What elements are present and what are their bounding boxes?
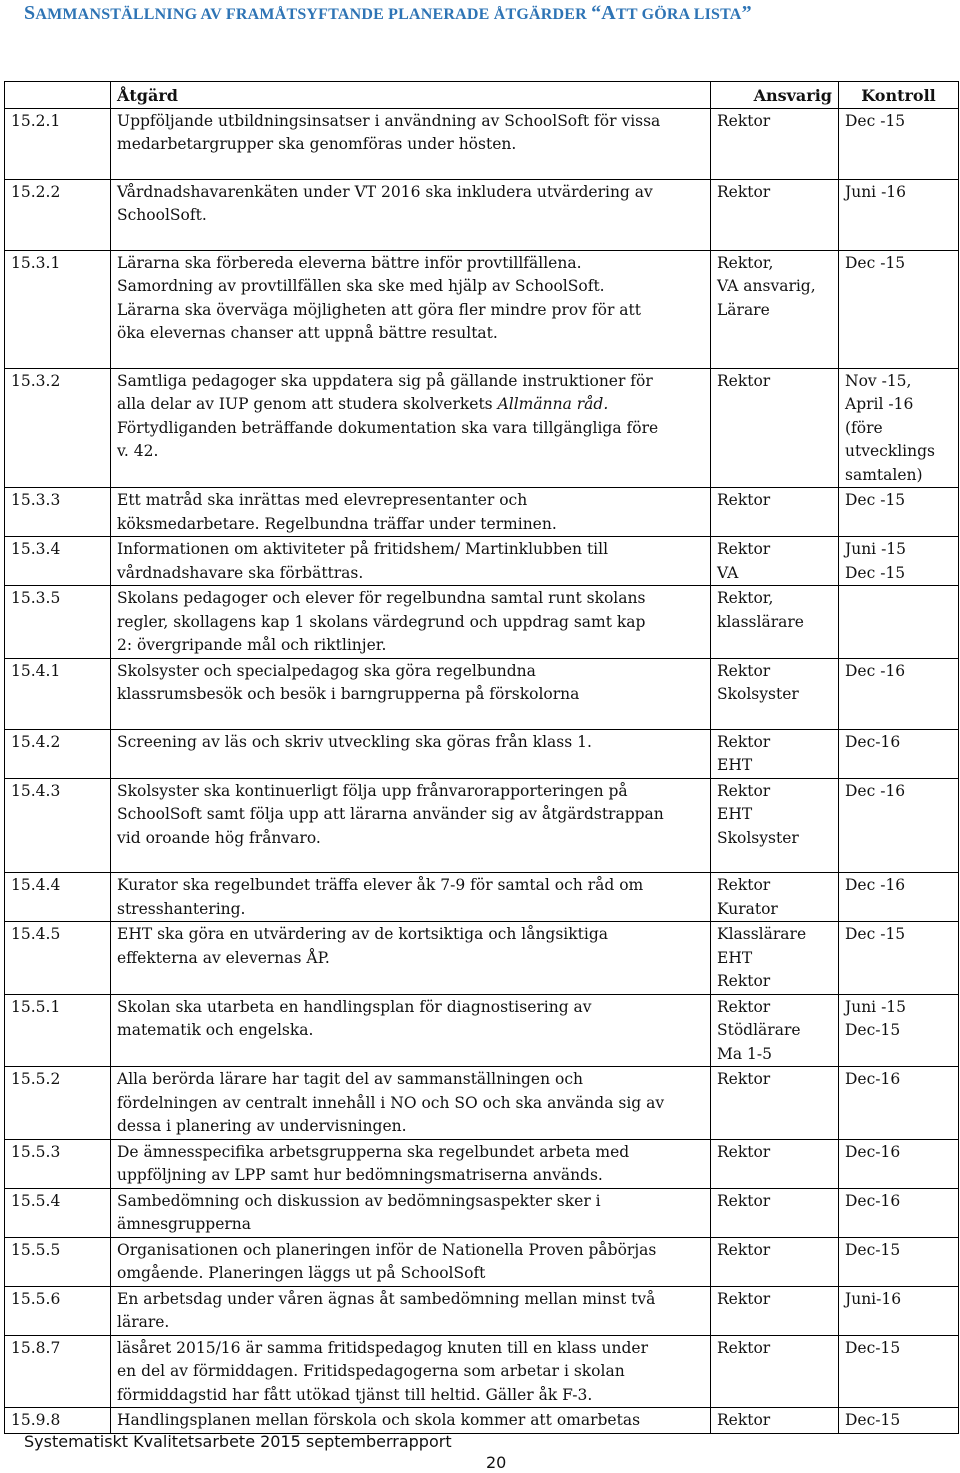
row-action-cell [111, 1139, 711, 1188]
action-line: effekterna av elevernas ÅP. [117, 948, 330, 967]
row-responsible-cell [711, 922, 839, 995]
responsible-line: Rektor [717, 1142, 771, 1161]
action-line: Screening av läs och skriv utveckling ska göras från klass 1. [117, 732, 592, 751]
control-line: Dec -15 [845, 111, 906, 130]
action-italic-text: Allmänna råd. [497, 395, 609, 413]
control-line: April -16 [845, 395, 914, 413]
row-action-cell [111, 537, 711, 586]
row-id-cell [5, 488, 111, 537]
responsible-line: Rektor [717, 661, 771, 680]
row-control-cell [839, 368, 959, 488]
table-row [5, 994, 959, 1067]
row-id-cell [5, 1237, 111, 1286]
control-line: Juni -16 [845, 182, 907, 201]
action-line: Samordning av provtillfällen ska ske med hjälp av SchoolSoft. [117, 277, 605, 295]
responsible-line: Skolsyster [717, 828, 799, 847]
row-control-cell [839, 1188, 959, 1237]
responsible-line: Rektor [717, 1070, 771, 1088]
control-line: Dec-16 [845, 732, 901, 751]
action-line: Kurator ska regelbundet träffa elever åk 7-9 för samtal och råd om [117, 876, 644, 894]
row-action-cell [111, 1237, 711, 1286]
row-control-cell [839, 108, 959, 179]
row-id-cell [5, 1335, 111, 1408]
table-row [5, 729, 959, 778]
action-line: köksmedarbetare. Regelbundna träffar under terminen. [117, 514, 557, 533]
action-line: v. 42. [117, 442, 159, 460]
action-line: dessa i planering av undervisningen. [117, 1117, 407, 1135]
table-header-row [5, 82, 959, 109]
row-responsible-cell [711, 994, 839, 1067]
responsible-line: VA [717, 563, 739, 582]
row-id: 15.2.1 [11, 111, 61, 130]
action-line: Lärarna ska förbereda eleverna bättre inför provtillfällena. [117, 253, 582, 272]
action-line: uppföljning av LPP samt hur bedömningsmatriserna används. [117, 1166, 603, 1184]
row-id-cell [5, 1139, 111, 1188]
responsible-line: Rektor [717, 781, 771, 800]
row-id: 15.2.2 [11, 182, 61, 201]
row-responsible-cell [711, 368, 839, 488]
row-action-cell [111, 778, 711, 873]
row-action-cell [111, 586, 711, 659]
action-line: medarbetargrupper ska genomföras under hösten. [117, 135, 517, 153]
row-control-cell [839, 729, 959, 778]
action-line: fördelningen av centralt innehåll i NO och SO och ska använda sig av [117, 1093, 665, 1112]
row-action-cell [111, 922, 711, 995]
row-responsible-cell [711, 179, 839, 250]
footer-report-title: Systematiskt Kvalitetsarbete 2015 septemberrapport [24, 1432, 452, 1451]
row-control-cell [839, 179, 959, 250]
row-responsible-cell [711, 658, 839, 729]
action-line: vid oroande hög frånvaro. [117, 828, 321, 847]
row-control-cell [839, 1237, 959, 1286]
table-row [5, 586, 959, 659]
row-control-cell [839, 488, 959, 537]
action-line: Vårdnadshavarenkäten under VT 2016 ska inkludera utvärdering av [117, 182, 653, 201]
control-line: Dec-15 [845, 1338, 901, 1357]
responsible-line: Lärare [717, 300, 770, 319]
action-line: En arbetsdag under våren ägnas åt sambedömning mellan minst två [117, 1289, 656, 1308]
action-line: Skolans pedagoger och elever för regelbundna samtal runt skolans [117, 589, 646, 607]
row-id-cell [5, 250, 111, 368]
responsible-line: Rektor, [717, 589, 774, 607]
row-id-cell [5, 778, 111, 873]
row-control-cell [839, 994, 959, 1067]
row-id: 15.5.3 [11, 1142, 61, 1161]
row-responsible-cell [711, 1237, 839, 1286]
row-id: 15.5.5 [11, 1240, 61, 1259]
table-row [5, 658, 959, 729]
table-row [5, 250, 959, 368]
table-row [5, 1237, 959, 1286]
table-row [5, 1139, 959, 1188]
action-line: Alla berörda lärare har tagit del av sammanställningen och [117, 1070, 584, 1088]
action-line: Sambedömning och diskussion av bedömningsaspekter sker i [117, 1191, 601, 1210]
row-id: 15.4.2 [11, 732, 61, 751]
row-id: 15.9.8 [11, 1411, 61, 1429]
row-id: 15.5.4 [11, 1191, 61, 1210]
control-line: Dec-15 [845, 1021, 901, 1039]
action-line: Uppföljande utbildningsinsatser i användning av SchoolSoft för vissa [117, 111, 661, 130]
control-line: Nov -15, [845, 371, 912, 390]
row-responsible-cell [711, 729, 839, 778]
row-responsible-cell [711, 1139, 839, 1188]
responsible-line: Klasslärare [717, 925, 807, 943]
control-line: Dec -16 [845, 876, 906, 894]
control-line: Juni -15 [845, 540, 907, 558]
row-control-cell [839, 537, 959, 586]
row-action-cell [111, 108, 711, 179]
control-line: Dec -15 [845, 925, 906, 943]
row-action-cell [111, 368, 711, 488]
table-row [5, 922, 959, 995]
row-id: 15.5.6 [11, 1289, 61, 1308]
responsible-line: Rektor [717, 997, 771, 1016]
row-id-cell [5, 1286, 111, 1335]
row-responsible-cell [711, 1335, 839, 1408]
responsible-line: Rektor [717, 491, 771, 509]
row-action-cell [111, 179, 711, 250]
responsible-line: Rektor [717, 876, 771, 894]
action-line: öka elevernas chanser att uppnå bättre resultat. [117, 324, 498, 342]
table-row [5, 1067, 959, 1140]
control-line: utvecklings [845, 442, 935, 460]
row-responsible-cell [711, 586, 839, 659]
action-line: matematik och engelska. [117, 1021, 314, 1039]
action-line: läsåret 2015/16 är samma fritidspedagog knuten till en klass under [117, 1338, 648, 1357]
row-id-cell [5, 729, 111, 778]
table-row [5, 368, 959, 488]
responsible-line: Rektor [717, 540, 771, 558]
row-action-cell [111, 658, 711, 729]
row-id: 15.3.2 [11, 371, 61, 390]
row-responsible-cell [711, 488, 839, 537]
action-line: 2: övergripande mål och riktlinjer. [117, 636, 387, 654]
control-line: (före [845, 418, 883, 437]
action-line: De ämnesspecifika arbetsgrupperna ska regelbundet arbeta med [117, 1142, 630, 1161]
row-id-cell [5, 1188, 111, 1237]
responsible-line: Rektor [717, 1240, 771, 1259]
row-control-cell [839, 1067, 959, 1140]
control-line: Dec -15 [845, 491, 906, 509]
control-line: Dec -16 [845, 661, 906, 680]
row-action-cell [111, 1335, 711, 1408]
row-control-cell [839, 586, 959, 659]
control-line: Dec -15 [845, 563, 906, 582]
table-row [5, 873, 959, 922]
control-line: Dec -15 [845, 253, 906, 272]
row-control-cell [839, 1335, 959, 1408]
row-control-cell [839, 778, 959, 873]
table-row [5, 1188, 959, 1237]
header-control: Kontroll [839, 82, 959, 109]
row-action-cell [111, 1188, 711, 1237]
control-line: Dec-16 [845, 1070, 901, 1088]
action-line: Skolsyster och specialpedagog ska göra regelbundna [117, 661, 536, 680]
page-heading: SAMMANSTÄLLNING AV FRAMÅTSYFTANDE PLANERADE ÅTGÄRDER “ATT GÖRA LISTA” [24, 2, 752, 24]
action-line: Skolsyster ska kontinuerligt följa upp frånvarorapporteringen på [117, 781, 628, 800]
row-id: 15.3.4 [11, 540, 61, 558]
responsible-line: Rektor [717, 1338, 771, 1357]
control-line: Dec-16 [845, 1142, 901, 1161]
row-responsible-cell [711, 1408, 839, 1434]
row-id-cell [5, 537, 111, 586]
responsible-line: EHT [717, 805, 753, 823]
row-responsible-cell [711, 1067, 839, 1140]
responsible-line: klasslärare [717, 612, 804, 631]
row-id: 15.3.5 [11, 589, 61, 607]
action-line: regler, skollagens kap 1 skolans värdegrund och uppdrag samt kap [117, 612, 646, 631]
table-row [5, 1286, 959, 1335]
row-id: 15.4.4 [11, 876, 61, 894]
responsible-line: Rektor [717, 972, 771, 990]
header-id [5, 82, 111, 109]
row-action-cell [111, 1067, 711, 1140]
page-number: 20 [486, 1453, 507, 1472]
responsible-line: Rektor [717, 1411, 771, 1429]
row-id-cell [5, 586, 111, 659]
action-line: lärare. [117, 1313, 170, 1331]
responsible-line: Rektor [717, 1289, 771, 1308]
action-line: Handlingsplanen mellan förskola och skola kommer att omarbetas [117, 1411, 641, 1429]
row-id: 15.4.5 [11, 925, 61, 943]
control-line: Juni-16 [845, 1289, 902, 1308]
table-row [5, 1335, 959, 1408]
responsible-line: Rektor [717, 111, 771, 130]
row-id-cell [5, 108, 111, 179]
responsible-line: Rektor, [717, 253, 774, 272]
row-control-cell [839, 658, 959, 729]
control-line: Dec -16 [845, 781, 906, 800]
header-responsible: Ansvarig [711, 82, 839, 109]
responsible-line: VA ansvarig, [717, 277, 816, 295]
row-id-cell [5, 922, 111, 995]
control-line: Dec-15 [845, 1240, 901, 1259]
row-id-cell [5, 873, 111, 922]
row-control-cell [839, 250, 959, 368]
table-row [5, 778, 959, 873]
control-line: Dec-15 [845, 1411, 901, 1429]
action-line: alla delar av IUP genom att studera skolverkets Allmänna råd. [117, 395, 609, 413]
row-id-cell [5, 994, 111, 1067]
responsible-line: Rektor [717, 371, 771, 390]
header-action: Åtgärd [111, 82, 711, 109]
row-id: 15.3.1 [11, 253, 61, 272]
row-action-cell [111, 1408, 711, 1434]
row-id: 15.5.2 [11, 1070, 61, 1088]
table-row [5, 179, 959, 250]
row-action-cell [111, 729, 711, 778]
responsible-line: Rektor [717, 182, 771, 201]
action-plan-table [4, 81, 959, 1434]
action-line: ämnesgrupperna [117, 1215, 252, 1233]
responsible-line: Stödlärare [717, 1021, 801, 1039]
action-line: Lärarna ska överväga möjligheten att göra fler mindre prov för att [117, 300, 641, 319]
control-line: Juni -15 [845, 997, 907, 1016]
row-responsible-cell [711, 873, 839, 922]
action-line: Ett matråd ska inrättas med elevrepresentanter och [117, 491, 528, 509]
responsible-line: Rektor [717, 1191, 771, 1210]
table-row [5, 108, 959, 179]
action-line: stresshantering. [117, 899, 246, 918]
table-row [5, 1408, 959, 1434]
table-body [5, 108, 959, 1433]
row-responsible-cell [711, 108, 839, 179]
row-id: 15.4.3 [11, 781, 61, 800]
control-line: Dec-16 [845, 1191, 901, 1210]
row-responsible-cell [711, 1286, 839, 1335]
action-line: Förtydliganden beträffande dokumentation ska vara tillgängliga före [117, 418, 659, 437]
table-row [5, 488, 959, 537]
row-action-cell [111, 1286, 711, 1335]
responsible-line: EHT [717, 756, 753, 774]
row-action-cell [111, 488, 711, 537]
row-control-cell [839, 922, 959, 995]
action-line: EHT ska göra en utvärdering av de kortsiktiga och långsiktiga [117, 925, 609, 943]
row-control-cell [839, 1139, 959, 1188]
row-responsible-cell [711, 778, 839, 873]
row-id-cell [5, 179, 111, 250]
action-line: Samtliga pedagoger ska uppdatera sig på gällande instruktioner för [117, 371, 653, 390]
row-id: 15.4.1 [11, 661, 61, 680]
row-control-cell [839, 873, 959, 922]
row-id: 15.3.3 [11, 491, 61, 509]
action-line: Informationen om aktiviteter på fritidshem/ Martinklubben till [117, 540, 609, 558]
row-id: 15.5.1 [11, 997, 61, 1016]
row-action-cell [111, 994, 711, 1067]
responsible-line: Kurator [717, 899, 778, 918]
row-responsible-cell [711, 1188, 839, 1237]
row-id: 15.8.7 [11, 1338, 61, 1357]
action-line: Organisationen och planeringen inför de Nationella Proven påbörjas [117, 1240, 657, 1259]
responsible-line: Rektor [717, 732, 771, 751]
responsible-line: Ma 1-5 [717, 1044, 772, 1063]
action-line: förmiddagstid har fått utökad tjänst till heltid. Gäller åk F-3. [117, 1385, 593, 1404]
action-line: vårdnadshavare ska förbättras. [117, 563, 364, 582]
action-line: omgående. Planeringen läggs ut på SchoolSoft [117, 1264, 486, 1282]
row-responsible-cell [711, 537, 839, 586]
row-action-cell [111, 250, 711, 368]
responsible-line: Skolsyster [717, 685, 799, 703]
action-line: klassrumsbesök och besök i barngrupperna på förskolorna [117, 685, 580, 703]
action-line: SchoolSoft. [117, 206, 207, 224]
row-id-cell [5, 368, 111, 488]
control-line: samtalen) [845, 465, 923, 484]
action-line: en del av förmiddagen. Fritidspedagogerna som arbetar i skolan [117, 1362, 625, 1380]
responsible-line: EHT [717, 948, 753, 967]
action-line: Skolan ska utarbeta en handlingsplan för diagnostisering av [117, 997, 592, 1016]
row-responsible-cell [711, 250, 839, 368]
row-control-cell [839, 1286, 959, 1335]
row-action-cell [111, 873, 711, 922]
row-control-cell [839, 1408, 959, 1434]
row-id-cell [5, 1408, 111, 1434]
row-id-cell [5, 658, 111, 729]
row-id-cell [5, 1067, 111, 1140]
table-row [5, 537, 959, 586]
action-line: SchoolSoft samt följa upp att lärarna använder sig av åtgärdstrappan [117, 805, 664, 823]
